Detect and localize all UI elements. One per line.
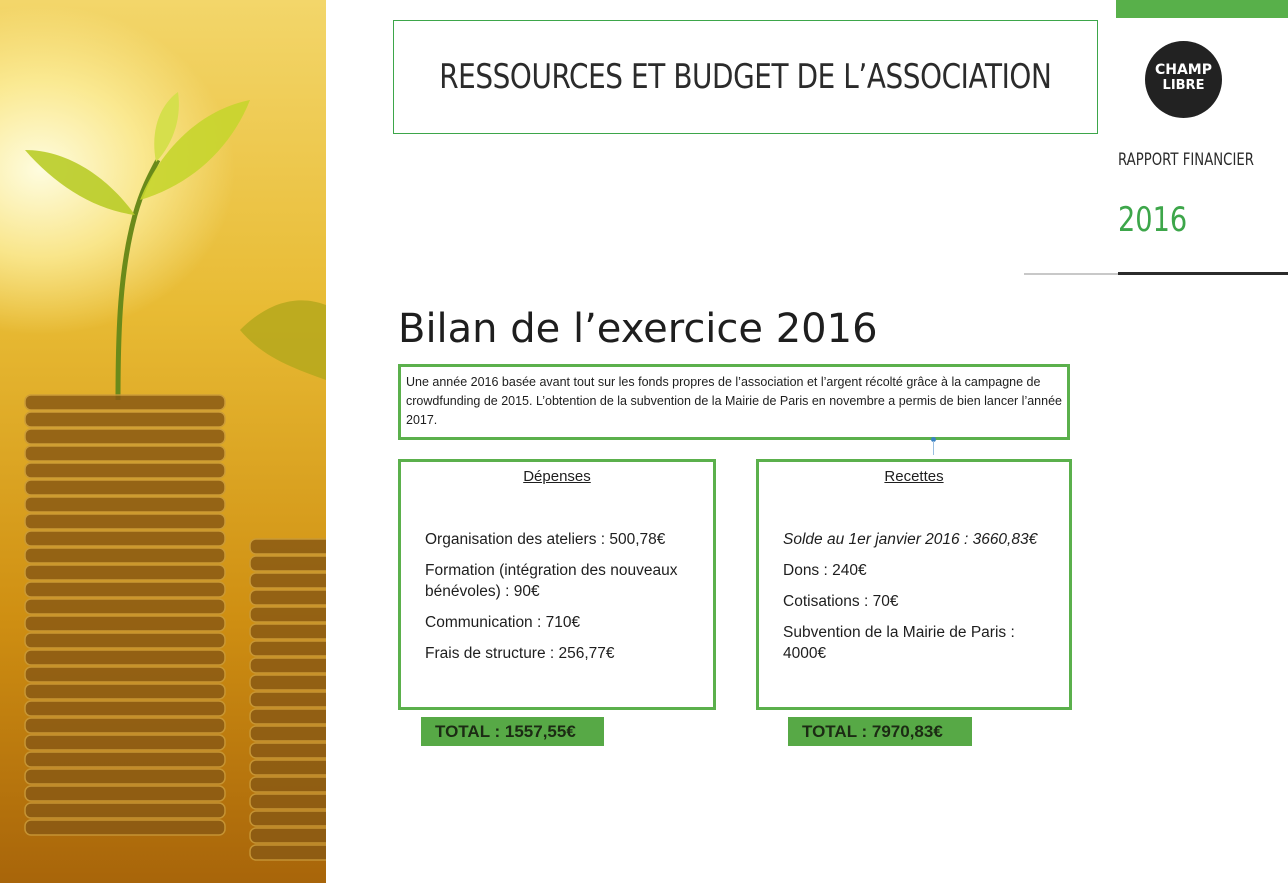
logo-text-line2: LIBRE	[1162, 78, 1205, 93]
page-title: RESSOURCES ET BUDGET DE L’ASSOCIATION	[439, 57, 1052, 97]
revenue-item: Cotisations : 70€	[783, 593, 899, 610]
expense-item: Formation (intégration des nouveaux bénévoles) : 90€	[425, 562, 678, 600]
accent-tab	[1116, 0, 1288, 18]
opening-balance: Solde au 1er janvier 2016 : 3660,83€	[783, 531, 1038, 548]
expenses-card	[398, 459, 716, 710]
logo-text-line1: CHAMP	[1154, 62, 1213, 78]
revenue-item: Subvention de la Mairie de Paris : 4000€	[783, 624, 1015, 662]
divider-light	[1024, 273, 1119, 275]
intro-textbox: Une année 2016 basée avant tout sur les fonds propres de l’association et l’argent récolté grâce à la campagne de crowdfunding de 2015. L’obtention de la subvention de la Mairie de Paris en novembre a permis de bien lancer l’année 2017.	[398, 364, 1070, 440]
expense-item: Organisation des ateliers : 500,78€	[425, 531, 666, 548]
revenue-item: Dons : 240€	[783, 562, 867, 579]
report-year: 2016	[1118, 200, 1188, 240]
selection-handle-line	[933, 441, 934, 455]
revenues-heading: Recettes	[884, 468, 944, 485]
report-label: RAPPORT FINANCIER	[1118, 150, 1254, 170]
coins-plant-photo	[0, 0, 326, 883]
expense-item: Frais de structure : 256,77€	[425, 645, 615, 662]
title-frame	[393, 20, 1098, 134]
expenses-heading: Dépenses	[523, 468, 591, 485]
divider-dark	[1118, 272, 1288, 275]
revenues-card	[756, 459, 1072, 710]
expense-item: Communication : 710€	[425, 614, 581, 631]
section-title: Bilan de l’exercice 2016	[398, 306, 878, 352]
expenses-total: TOTAL : 1557,55€	[421, 717, 604, 746]
champ-libre-logo	[1145, 41, 1222, 118]
revenues-total: TOTAL : 7970,83€	[788, 717, 972, 746]
